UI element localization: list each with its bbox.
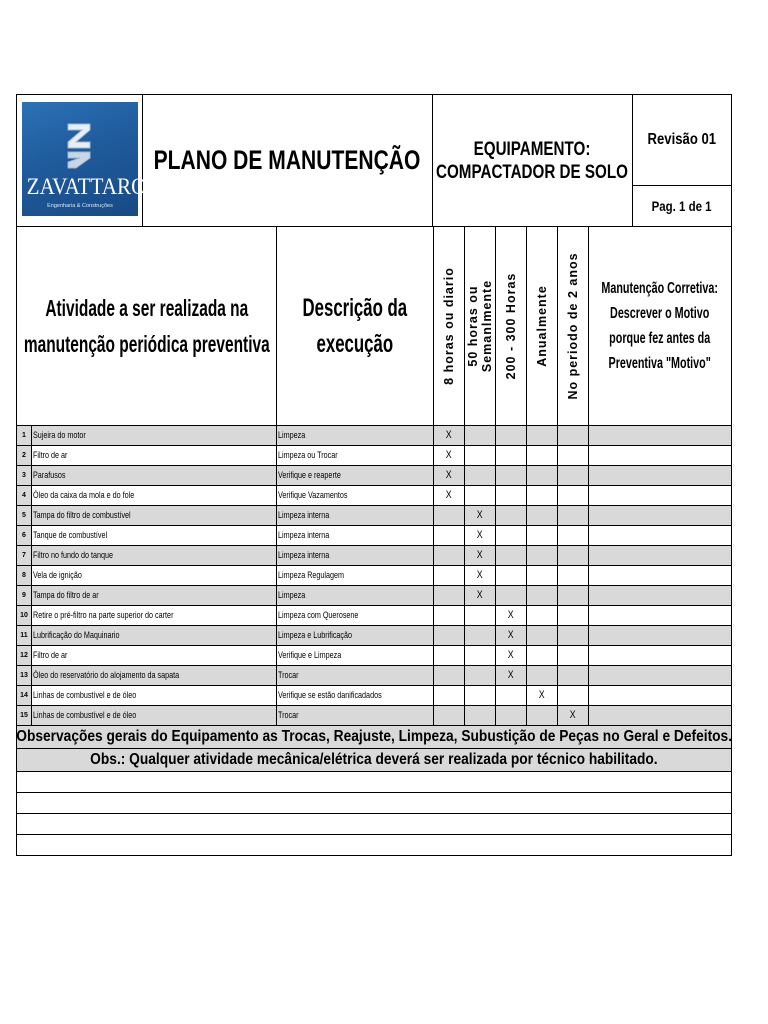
table-row <box>17 426 731 446</box>
corrective-cell[interactable] <box>589 486 731 505</box>
maintenance-plan-sheet <box>16 94 732 856</box>
blank-note-line[interactable] <box>17 772 731 793</box>
frequency-mark-cell <box>527 626 558 645</box>
corrective-cell[interactable] <box>589 546 731 565</box>
frequency-mark-cell <box>465 606 496 625</box>
table-row <box>17 606 731 626</box>
activity-cell <box>32 686 277 705</box>
activity-text: Parafusos <box>33 470 66 480</box>
table-row <box>17 666 731 686</box>
title-cell <box>142 95 433 226</box>
frequency-mark-cell <box>496 426 527 445</box>
frequency-mark-cell <box>434 446 465 465</box>
frequency-mark-cell <box>434 426 465 445</box>
frequency-mark-cell <box>527 566 558 585</box>
freq-2years-label: No periodo de 2 anos <box>566 252 580 400</box>
description-column-header <box>277 227 434 425</box>
frequency-mark-cell <box>527 666 558 685</box>
frequency-mark: X <box>539 689 545 701</box>
row-number: 7 <box>17 546 32 565</box>
frequency-mark-cell <box>465 446 496 465</box>
table-row <box>17 486 731 506</box>
freq-8h-label: 8 horas ou diario <box>442 267 456 385</box>
activity-text: Filtro de ar <box>33 650 68 660</box>
row-number: 4 <box>17 486 32 505</box>
activity-cell <box>32 626 277 645</box>
frequency-mark-cell <box>434 666 465 685</box>
frequency-mark-cell <box>496 466 527 485</box>
corrective-header-line-3: porque fez antes da <box>609 330 711 347</box>
activity-text: Linhas de combustível e de óleo <box>33 690 137 700</box>
activity-text: Tampa do filtro de combustível <box>33 510 131 520</box>
frequency-mark-cell <box>527 706 558 725</box>
freq-annual-label: Anualmente <box>535 285 549 367</box>
corrective-cell[interactable] <box>589 586 731 605</box>
frequency-mark-cell <box>465 646 496 665</box>
logo-cell <box>17 95 147 226</box>
frequency-mark-cell <box>434 626 465 645</box>
corrective-cell[interactable] <box>589 566 731 585</box>
activity-cell <box>32 486 277 505</box>
frequency-mark-cell <box>527 546 558 565</box>
frequency-mark-cell <box>465 686 496 705</box>
activity-cell <box>32 506 277 525</box>
description-cell <box>277 446 434 465</box>
activity-table-body <box>17 426 731 726</box>
frequency-mark-cell <box>465 466 496 485</box>
activity-cell <box>32 706 277 725</box>
frequency-mark-cell <box>496 686 527 705</box>
frequency-mark-cell <box>558 466 589 485</box>
table-row <box>17 626 731 646</box>
activity-cell <box>32 646 277 665</box>
corrective-cell[interactable] <box>589 506 731 525</box>
frequency-mark-cell <box>496 626 527 645</box>
activity-text: Vela de ignição <box>33 570 82 580</box>
activity-text: Lubrificação do Maquinario <box>33 630 120 640</box>
description-cell <box>277 486 434 505</box>
frequency-mark-cell <box>527 506 558 525</box>
frequency-mark-cell <box>465 486 496 505</box>
technician-note <box>17 749 731 772</box>
description-cell <box>277 526 434 545</box>
freq-2years-header <box>558 227 589 425</box>
frequency-mark-cell <box>496 666 527 685</box>
header <box>17 95 731 227</box>
activity-cell <box>32 586 277 605</box>
frequency-mark-cell <box>558 446 589 465</box>
z-logo-icon <box>64 118 96 170</box>
table-row <box>17 446 731 466</box>
frequency-mark: X <box>477 509 483 521</box>
frequency-mark-cell <box>558 706 589 725</box>
activity-text: Retire o pré-filtro na parte superior do carter <box>33 610 174 620</box>
row-number: 3 <box>17 466 32 485</box>
corrective-cell[interactable] <box>589 706 731 725</box>
activity-cell <box>32 546 277 565</box>
description-cell <box>277 666 434 685</box>
description-text: Limpeza <box>278 590 306 600</box>
frequency-mark: X <box>477 569 483 581</box>
frequency-mark-cell <box>434 466 465 485</box>
row-number: 1 <box>17 426 32 445</box>
corrective-cell[interactable] <box>589 666 731 685</box>
freq-50h-label-1: 50 horas ou <box>466 285 480 367</box>
corrective-cell[interactable] <box>589 426 731 445</box>
frequency-mark-cell <box>527 586 558 605</box>
logo-subtitle: Engenharia & Construções <box>47 203 113 209</box>
description-cell <box>277 586 434 605</box>
description-text: Trocar <box>278 710 299 720</box>
company-logo <box>22 102 147 216</box>
description-text: Limpeza interna <box>278 510 330 520</box>
frequency-mark-cell <box>465 586 496 605</box>
row-number: 13 <box>17 666 32 685</box>
table-row <box>17 566 731 586</box>
frequency-mark-cell <box>527 486 558 505</box>
activity-text: Tampa do filtro de ar <box>33 590 99 600</box>
activity-cell <box>32 526 277 545</box>
description-text: Verifique Vazamentos <box>278 490 348 500</box>
description-text: Verifique e reaperte <box>278 470 341 480</box>
activity-cell <box>32 566 277 585</box>
description-cell <box>277 706 434 725</box>
frequency-mark-cell <box>434 506 465 525</box>
frequency-mark-cell <box>496 586 527 605</box>
frequency-mark-cell <box>558 606 589 625</box>
frequency-mark-cell <box>465 526 496 545</box>
freq-200h-label: 200 - 300 Horas <box>504 272 518 380</box>
frequency-mark-cell <box>434 586 465 605</box>
frequency-mark-cell <box>465 506 496 525</box>
frequency-mark-cell <box>434 546 465 565</box>
corrective-cell[interactable] <box>589 526 731 545</box>
description-cell <box>277 686 434 705</box>
frequency-mark: X <box>477 549 483 561</box>
frequency-mark-cell <box>496 706 527 725</box>
frequency-mark-cell <box>558 486 589 505</box>
frequency-mark-cell <box>558 586 589 605</box>
frequency-mark-cell <box>558 546 589 565</box>
frequency-mark: X <box>508 609 514 621</box>
frequency-mark-cell <box>527 526 558 545</box>
frequency-mark-cell <box>496 566 527 585</box>
frequency-mark: X <box>477 589 483 601</box>
description-text: Limpeza ou Trocar <box>278 450 338 460</box>
corrective-cell[interactable] <box>589 646 731 665</box>
row-number: 9 <box>17 586 32 605</box>
frequency-mark: X <box>570 709 576 721</box>
description-text: Limpeza com Querosene <box>278 610 359 620</box>
description-text: Verifique se estão danificadados <box>278 690 382 700</box>
activity-text: Filtro no fundo do tanque <box>33 550 114 560</box>
frequency-mark-cell <box>558 566 589 585</box>
row-number: 2 <box>17 446 32 465</box>
page-title: PLANO DE MANUTENÇÃO <box>153 145 421 175</box>
frequency-mark: X <box>446 469 452 481</box>
frequency-mark-cell <box>527 606 558 625</box>
description-cell <box>277 426 434 445</box>
table-row <box>17 686 731 706</box>
description-cell <box>277 646 434 665</box>
frequency-mark-cell <box>527 646 558 665</box>
description-text: Trocar <box>278 670 299 680</box>
description-cell <box>277 466 434 485</box>
freq-200h-header <box>496 227 527 425</box>
frequency-mark-cell <box>558 646 589 665</box>
frequency-mark-cell <box>496 506 527 525</box>
corrective-cell[interactable] <box>589 606 731 625</box>
activity-cell <box>32 446 277 465</box>
technician-note-text: Obs.: Qualquer atividade mecânica/elétrica deverá ser realizada por técnico habilitado. <box>90 751 658 768</box>
frequency-mark: X <box>446 449 452 461</box>
frequency-mark-cell <box>527 686 558 705</box>
page-cell <box>632 186 731 226</box>
frequency-mark: X <box>446 489 452 501</box>
activity-column-header <box>17 227 277 425</box>
table-row <box>17 466 731 486</box>
table-row <box>17 506 731 526</box>
frequency-mark-cell <box>465 666 496 685</box>
frequency-mark-cell <box>496 446 527 465</box>
description-text: Limpeza e Lubrificação <box>278 630 353 640</box>
blank-note-line[interactable] <box>17 793 731 814</box>
row-number: 6 <box>17 526 32 545</box>
activity-text: Sujeira do motor <box>33 430 86 440</box>
corrective-column-header <box>589 227 731 425</box>
row-number: 11 <box>17 626 32 645</box>
table-row <box>17 586 731 606</box>
corrective-cell[interactable] <box>589 446 731 465</box>
corrective-header-line-2: Descrever o Motivo <box>610 305 710 322</box>
row-number: 12 <box>17 646 32 665</box>
frequency-mark-cell <box>434 486 465 505</box>
frequency-mark-cell <box>558 426 589 445</box>
frequency-mark-cell <box>465 626 496 645</box>
corrective-header-line-1: Manutenção Corretiva: <box>601 280 719 297</box>
frequency-mark-cell <box>496 646 527 665</box>
description-header-line-1: Descrição da <box>302 294 408 322</box>
description-text: Limpeza <box>278 430 306 440</box>
equipment-label: EQUIPAMENTO: <box>473 138 591 160</box>
frequency-mark-cell <box>558 666 589 685</box>
blank-note-line[interactable] <box>17 814 731 835</box>
frequency-mark-cell <box>434 646 465 665</box>
frequency-mark-cell <box>527 426 558 445</box>
frequency-mark-cell <box>434 686 465 705</box>
revision-text: Revisão 01 <box>647 131 716 148</box>
activity-text: Filtro de ar <box>33 450 68 460</box>
freq-50h-header <box>465 227 496 425</box>
corrective-cell[interactable] <box>589 626 731 645</box>
frequency-mark-cell <box>527 466 558 485</box>
activity-cell <box>32 426 277 445</box>
frequency-mark-cell <box>434 706 465 725</box>
frequency-mark: X <box>508 669 514 681</box>
frequency-mark-cell <box>527 446 558 465</box>
equipment-cell <box>432 95 633 226</box>
description-header-line-2: execução <box>316 330 394 358</box>
column-header-row <box>17 227 731 426</box>
frequency-mark-cell <box>465 566 496 585</box>
frequency-mark-cell <box>434 526 465 545</box>
activity-text: Óleo da caixa da mola e do fole <box>33 490 135 500</box>
frequency-mark-cell <box>496 526 527 545</box>
activity-cell <box>32 666 277 685</box>
frequency-mark-cell <box>465 706 496 725</box>
revision-cell <box>632 95 731 186</box>
description-cell <box>277 506 434 525</box>
freq-50h-label-2: Semanlmente <box>480 279 494 373</box>
frequency-mark-cell <box>558 506 589 525</box>
frequency-mark-cell <box>465 426 496 445</box>
activity-header-line-1: Atividade a ser realizada na <box>45 295 248 321</box>
page-number-text: Pag. 1 de 1 <box>651 198 712 214</box>
equipment-name: COMPACTADOR DE SOLO <box>436 161 628 183</box>
table-row <box>17 646 731 666</box>
activity-text: Linhas de combustível e de óleo <box>33 710 137 720</box>
freq-annual-header <box>527 227 558 425</box>
logo-name: ZAVATTARO <box>26 174 147 199</box>
frequency-mark-cell <box>434 606 465 625</box>
frequency-mark: X <box>477 529 483 541</box>
row-number: 10 <box>17 606 32 625</box>
description-text: Limpeza interna <box>278 530 330 540</box>
frequency-mark-cell <box>465 546 496 565</box>
frequency-mark-cell <box>558 526 589 545</box>
corrective-cell[interactable] <box>589 466 731 485</box>
table-row <box>17 546 731 566</box>
activity-header-line-2: manutenção periódica preventiva <box>23 331 270 357</box>
description-cell <box>277 546 434 565</box>
corrective-header-line-4: Preventiva "Motivo" <box>608 355 712 372</box>
description-cell <box>277 566 434 585</box>
row-number: 8 <box>17 566 32 585</box>
frequency-mark-cell <box>496 486 527 505</box>
frequency-mark-cell <box>434 566 465 585</box>
description-text: Verifique e Limpeza <box>278 650 342 660</box>
table-row <box>17 706 731 726</box>
general-observations <box>17 726 731 749</box>
row-number: 14 <box>17 686 32 705</box>
frequency-mark: X <box>508 649 514 661</box>
row-number: 15 <box>17 706 32 725</box>
frequency-mark-cell <box>558 686 589 705</box>
frequency-mark-cell <box>558 626 589 645</box>
row-number: 5 <box>17 506 32 525</box>
description-cell <box>277 606 434 625</box>
frequency-mark-cell <box>496 546 527 565</box>
frequency-mark: X <box>508 629 514 641</box>
activity-text: Óleo do reservatório do alojamento da sapata <box>33 670 180 680</box>
description-text: Limpeza interna <box>278 550 330 560</box>
freq-8h-header <box>434 227 465 425</box>
general-observations-text: Observações gerais do Equipamento as Trocas, Reajuste, Limpeza, Subustição de Peças no Geral e Defeitos. <box>16 728 732 745</box>
blank-note-line[interactable] <box>17 835 731 855</box>
frequency-mark-cell <box>496 606 527 625</box>
description-cell <box>277 626 434 645</box>
corrective-cell[interactable] <box>589 686 731 705</box>
table-row <box>17 526 731 546</box>
activity-cell <box>32 606 277 625</box>
description-text: Limpeza Regulagem <box>278 570 345 580</box>
frequency-mark: X <box>446 429 452 441</box>
activity-text: Tanque de combustível <box>33 530 108 540</box>
activity-cell <box>32 466 277 485</box>
